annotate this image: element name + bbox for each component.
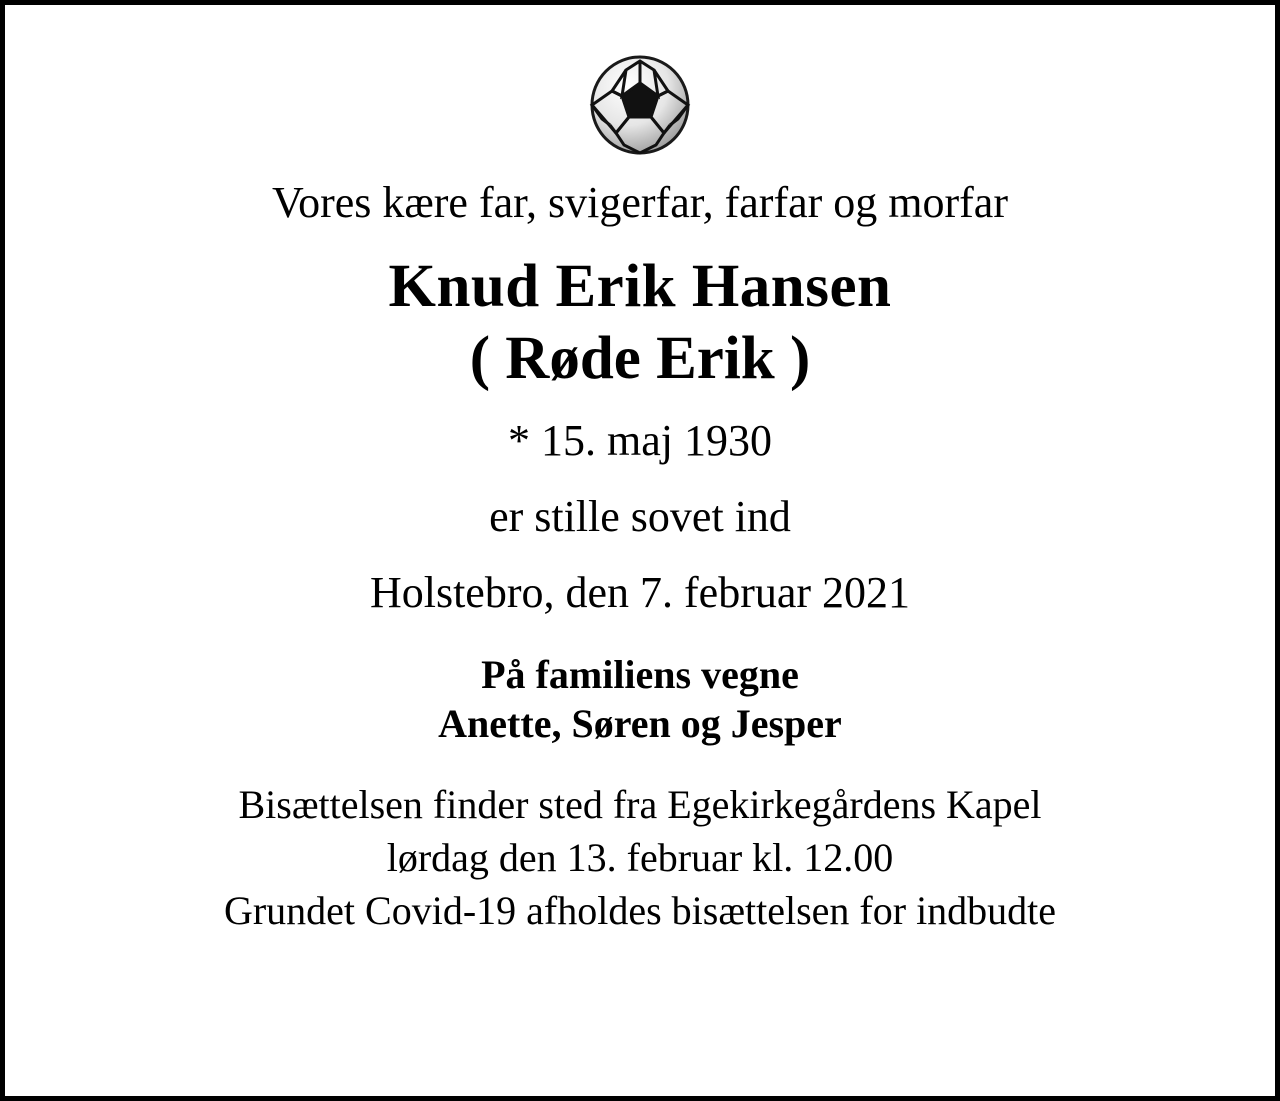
place-and-date: Holstebro, den 7. februar 2021 (369, 567, 911, 617)
football-icon (588, 53, 692, 157)
funeral-line-3: Grundet Covid-19 afholdes bisættelsen for indbudte (223, 887, 1057, 933)
survivors-names: Anette, Søren og Jesper (438, 700, 842, 746)
funeral-line-1: Bisættelsen finder sted fra Egekirkegårdens Kapel (238, 781, 1042, 827)
funeral-line-2: lørdag den 13. februar kl. 12.00 (386, 834, 894, 880)
on-behalf-text: På familiens vegne (481, 651, 799, 697)
intro-text: Vores kære far, svigerfar, farfar og morfar (272, 178, 1008, 227)
deceased-nickname: ( Røde Erik ) (469, 324, 811, 392)
passing-text: er stille sovet ind (489, 491, 791, 541)
birth-date: * 15. maj 1930 (508, 415, 772, 465)
deceased-name: Knud Erik Hansen (388, 252, 892, 320)
